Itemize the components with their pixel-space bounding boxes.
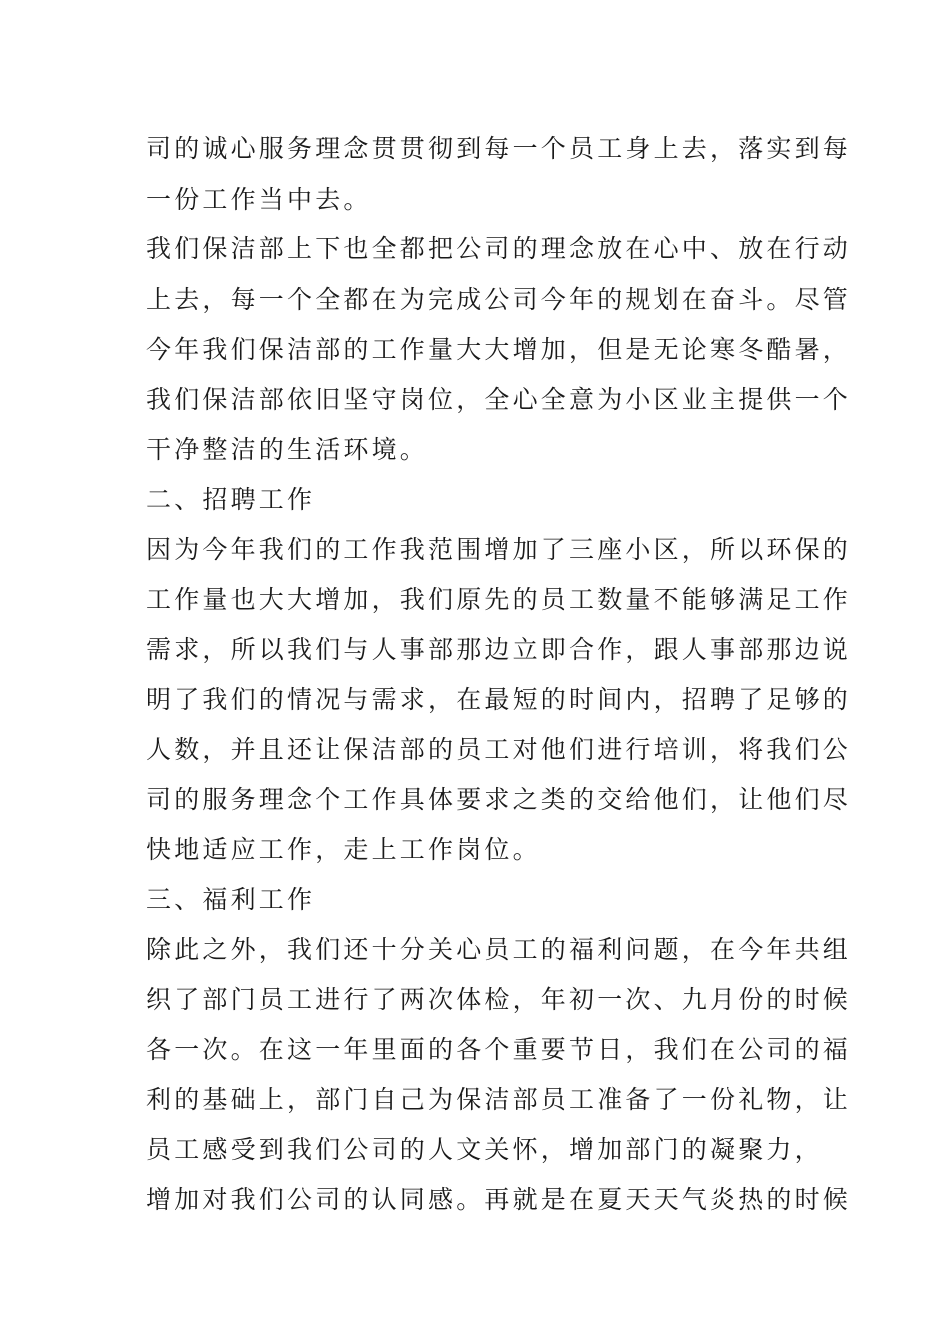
- paragraph-line: 我们保洁部依旧坚守岗位，全心全意为小区业主提供一个: [146, 385, 852, 414]
- paragraph-line: 工作量也大大增加，我们原先的员工数量不能够满足工作: [146, 585, 852, 614]
- paragraph-line: 今年我们保洁部的工作量大大增加，但是无论寒冬酷暑，: [146, 335, 852, 364]
- section-heading-welfare: 三、福利工作: [146, 885, 316, 914]
- paragraph-line: 明了我们的情况与需求，在最短的时间内，招聘了足够的: [146, 685, 852, 714]
- paragraph-line: 员工感受到我们公司的人文关怀，增加部门的凝聚力，: [146, 1135, 823, 1164]
- paragraph-line: 一份工作当中去。: [146, 185, 372, 214]
- paragraph-line: 织了部门员工进行了两次体检，年初一次、九月份的时候: [146, 985, 852, 1014]
- paragraph-line: 干净整洁的生活环境。: [146, 435, 429, 464]
- section-heading-recruitment: 二、招聘工作: [146, 485, 316, 514]
- paragraph-line: 司的诚心服务理念贯贯彻到每一个员工身上去，落实到每: [146, 134, 852, 163]
- paragraph-line: 上去，每一个全都在为完成公司今年的规划在奋斗。尽管: [146, 285, 852, 314]
- paragraph-line: 人数，并且还让保洁部的员工对他们进行培训，将我们公: [146, 735, 852, 764]
- paragraph-line: 我们保洁部上下也全都把公司的理念放在心中、放在行动: [146, 234, 852, 263]
- paragraph-line: 各一次。在这一年里面的各个重要节日，我们在公司的福: [146, 1035, 852, 1064]
- paragraph-line: 利的基础上，部门自己为保洁部员工准备了一份礼物，让: [146, 1085, 852, 1114]
- paragraph-line: 除此之外，我们还十分关心员工的福利问题，在今年共组: [146, 935, 852, 964]
- paragraph-line: 司的服务理念个工作具体要求之类的交给他们，让他们尽: [146, 785, 852, 814]
- paragraph-line: 因为今年我们的工作我范围增加了三座小区，所以环保的: [146, 535, 852, 564]
- paragraph-line: 增加对我们公司的认同感。再就是在夏天天气炎热的时候: [146, 1185, 852, 1214]
- paragraph-line: 需求，所以我们与人事部那边立即合作，跟人事部那边说: [146, 635, 852, 664]
- paragraph-line: 快地适应工作，走上工作岗位。: [146, 835, 541, 864]
